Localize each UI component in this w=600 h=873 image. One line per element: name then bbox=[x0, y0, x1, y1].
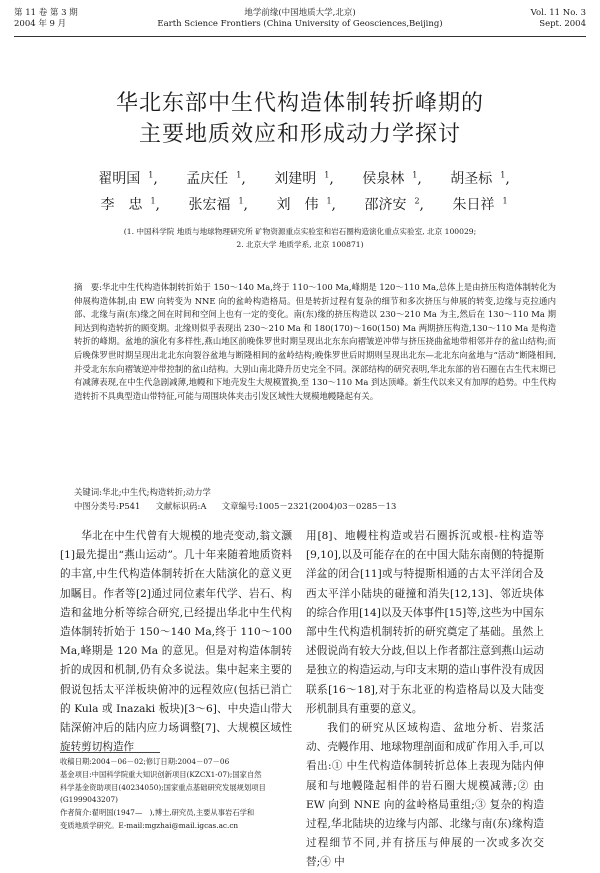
paper-title bbox=[0, 88, 600, 150]
author-list bbox=[0, 166, 600, 218]
funding-line: 基金项目:中国科学院重大知识创新项目(KZCX1-07);国家自然 bbox=[60, 769, 262, 779]
doc-code-value: A bbox=[200, 501, 207, 511]
author: 朱日祥 $^1$ bbox=[452, 196, 508, 213]
journal-name-en: Earth Science Frontiers (China University of Geosciences,Beijing) bbox=[157, 19, 443, 29]
author-row-1 bbox=[0, 166, 600, 192]
author: 刘 伟 $^1$, bbox=[276, 196, 336, 213]
abstract-label: 摘 要: bbox=[74, 282, 102, 292]
keywords-text: 华北;中生代;构造转折;动力学 bbox=[101, 487, 211, 497]
header-center bbox=[14, 8, 586, 30]
body-paragraph: 我们的研究从区域构造、盆地分析、岩浆活动、壳幔作用、地球物理剖面和成矿作用入手,可以看出:① 中生代构造体制转折总体上表现为陆内伸展和与地幔隆起相伴的岩石圈大规模减薄;② 由 EW 向到 NNE 向的盆岭格局重组;③ 复杂的构造过程,华北陆块的边缘与内部、北缘与南(东)缘构造过程细节不同,并有挤压与伸展的一次或多次交替;④ 中 bbox=[306, 722, 544, 869]
footnote-divider bbox=[60, 752, 160, 753]
article-number-label: 文章编号: bbox=[221, 501, 259, 511]
header-divider bbox=[14, 36, 586, 37]
header-right bbox=[531, 8, 586, 30]
author: 张宏福 $^1$, bbox=[188, 196, 248, 213]
author: 李 忠 $^1$, bbox=[100, 196, 160, 213]
date-cn: 2004 年 9 月 bbox=[14, 19, 67, 29]
author-row-2 bbox=[0, 192, 600, 218]
affiliation-line-1: (1. 中国科学院 地质与地球物理研究所 矿物资源重点实验室和岩石圈构造演化重点实验室, 北京 100029; bbox=[123, 227, 477, 236]
page-header bbox=[14, 8, 586, 38]
body-column-right bbox=[306, 527, 544, 873]
funding-line: (G1999043207) bbox=[60, 795, 118, 805]
affiliation-line-2: 2. 北京大学 地质学系, 北京 100871) bbox=[236, 240, 364, 249]
author: 翟明国 $^1$, bbox=[98, 170, 158, 187]
doc-code-label: 文献标识码: bbox=[155, 501, 201, 511]
title-line-1: 华北东部中生代构造体制转折峰期的 bbox=[115, 91, 484, 116]
author-bio-line: 变质地质学研究。E-mail:mgzhai@mail.igcas.ac.cn bbox=[60, 820, 239, 830]
volume-en: Vol. 11 No. 3 bbox=[530, 8, 586, 18]
body-paragraph: 华北在中生代曾有大规模的地壳变动,翁文灏[1]最先提出“燕山运动”。几十年来随着地质资料的丰富,中生代构造体制转折在大陆演化的意义更加瞩目。作者等[2]通过同位素年代学、岩石、构造和盆地分析等综合研究,已经提出华北中生代构造体制转折始于 150～140 Ma,终于 110～100 Ma,峰期是 120 Ma 的意见。但是对构造体制转折的成因和机制,仍有众多说法。集中起来主要的假说包括太平洋板块俯冲的远程效应(包括已消亡的 Kula 或 Inazaki 板块)[3～6]、中央造山带大陆深俯冲后的陆内应力场调整[7]、大规模区域性旋转剪切构造作 bbox=[60, 530, 292, 754]
body-column-left bbox=[60, 527, 292, 757]
date-en: Sept. 2004 bbox=[539, 19, 586, 29]
keywords-label: 关键词: bbox=[74, 487, 102, 497]
affiliations bbox=[60, 225, 540, 251]
author: 胡圣标 $^1$, bbox=[450, 170, 510, 187]
volume-cn: 第 11 卷 第 3 期 bbox=[14, 8, 78, 18]
article-number-value: 1005－2321(2004)03－0285－13 bbox=[258, 501, 397, 511]
abstract bbox=[74, 281, 556, 403]
author-bio-line: 作者简介:翟明国(1947— ),博士,研究员,主要从事岩石学和 bbox=[60, 808, 255, 818]
journal-name-cn: 地学前缘(中国地质大学,北京) bbox=[244, 8, 356, 18]
author: 孟庆任 $^1$, bbox=[186, 170, 246, 187]
keywords bbox=[74, 486, 556, 499]
clc-label: 中图分类号: bbox=[74, 501, 119, 511]
received-date: 收稿日期:2004－06－02;修订日期:2004－07－06 bbox=[60, 757, 230, 766]
body-paragraph: 用[8]、地幔柱构造或岩石圈拆沉或根-柱构造等[9,10],以及可能存在的在中国大陆东南侧的特提斯洋盆的闭合[11]或与特提斯相通的古太平洋闭合及西太平洋小陆块的碰撞和消失[12,13]、邻近块体的综合作用[14]以及天体事件[15]等,这些为中国东部中生代构造机制转折的研究奠定了基础。虽然上述假说尚有较大分歧,但以上作者都注意到燕山运动是独立的构造运动,与印支末期的造山事件没有成因联系[16～18],对于东北亚的构造格局以及大陆变形机制具有重要的意义。 bbox=[306, 530, 544, 715]
clc-value: P541 bbox=[118, 501, 141, 511]
author: 侯泉林 $^1$, bbox=[362, 170, 422, 187]
abstract-text: 华北中生代构造体制转折始于 150～140 Ma,终于 110～100 Ma,峰期是 120～110 Ma,总体上是由挤压构造体制转化为伸展构造体制,由 EW 向转变为 NNE 向的盆岭构造格局。但是转折过程有复杂的细节和多次挤压与伸展的转变,边缘与克拉通内部、北缘与南(东)缘之间在时间和空间上也有一定的变化。南(东)缘的挤压构造以 230～210 Ma 为主,然后在 130～110 Ma 期间达到构造转折的顾变期。北缘则似乎表现出 230～210 Ma 和 180(170)～160(150) Ma 两期挤压构造,130～110 Ma 是构造转折的峰期。盆地的演化有多样性,燕山地区前晚侏罗世时期呈现出北东东向褶皱逆冲带与挤压挠曲盆地带相邻并存的盆山结构;而后晚侏罗世时期呈现出北北东向裂谷盆地与断隆相间的盆岭结构;晚侏罗世后时期则呈现出北东—北北东向盆地与“活动”断隆相间,并受北东东向褶皱逆冲带控制的盆山结构。大别山南北降升历史完全不同。深部结构的研究表明,华北东部的岩石圈在古生代末期已有减薄表现,在中生代急剧减薄,地幔和下地壳发生大规模置换,至 130～110 Ma 到达顶峰。新生代以来又有加厚的趋势。中生代构造转折不具典型造山带特征,可能与周围块体夹击引发区域性大规模地幔隆起有关。 bbox=[74, 282, 556, 401]
title-line-2: 主要地质效应和形成动力学探讨 bbox=[138, 122, 461, 147]
footnotes bbox=[60, 756, 292, 833]
author: 邵济安 $^2$, bbox=[364, 196, 424, 213]
author: 刘建明 $^1$, bbox=[274, 170, 334, 187]
funding-line: 科学基金资助项目(40234050);国家重点基础研究发展规划项目 bbox=[60, 782, 266, 792]
classification-line bbox=[74, 500, 556, 513]
